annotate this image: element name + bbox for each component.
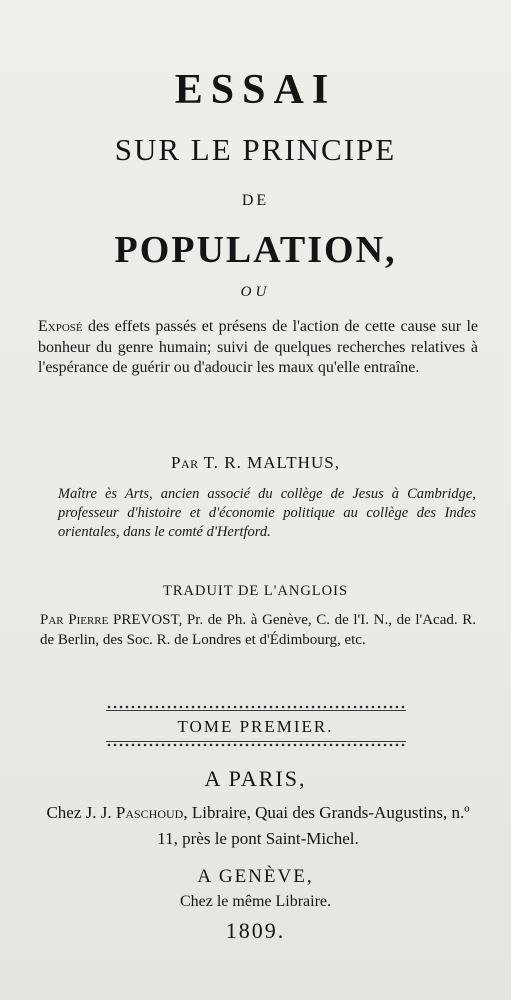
subtitle-line-1: SUR LE PRINCIPE (114, 132, 397, 167)
subtitle-line-2: DE (241, 192, 270, 209)
translator-details: , Pr. de Ph. à Genève, C. de l'I. N., de l'Acad. R. de Berlin, des Soc. R. de Londres et d'Édimbourg, etc. (40, 612, 476, 648)
connector-ou: OU (240, 284, 271, 300)
imprint-city-geneve: A GENÈVE, (197, 866, 314, 887)
imprint-city-paris: A PARIS, (204, 766, 307, 791)
translation-heading: TRADUIT DE L'ANGLOIS (162, 583, 349, 599)
author-name: T. R. MALTHUS, (203, 453, 340, 472)
description-lead: Exposé (38, 318, 83, 335)
volume-label: TOME PREMIER. (177, 717, 334, 736)
rule-line-top (106, 710, 406, 711)
publisher-prefix: Chez J. J. (46, 803, 112, 822)
translator-prefix: Par Pierre (40, 612, 109, 628)
description-paragraph (38, 317, 478, 379)
publication-year: 1809. (225, 918, 286, 943)
author-prefix: Par (171, 453, 199, 472)
publisher-name: Paschoud (115, 803, 184, 822)
translator-name: PREVOST (112, 612, 179, 628)
description-text: des effets passés et présens de l'action de cette cause sur le bonheur du genre humain; suivi de quelques recherches relatives à l'espérance de guérir ou d'adoucir les maux qu'elle entraîne. (38, 318, 478, 376)
publisher-paragraph (38, 800, 478, 852)
author-line (0, 453, 511, 473)
publisher-details: , Libraire, Quai des Grands-Augustins, n.º 11, près le pont Saint-Michel. (157, 803, 470, 848)
same-bookseller: Chez le même Libraire. (179, 893, 332, 910)
dotted-rule-bottom (106, 742, 406, 748)
translator-paragraph (40, 610, 476, 650)
book-title: ESSAI (174, 67, 337, 113)
subtitle-line-3: POPULATION, (114, 229, 397, 271)
author-credentials: Maître ès Arts, ancien associé du collège de Jesus à Cambridge, professeur d'histoire et d'économie politique au collège des Indes orientales, dans le comté d'Hertford. (58, 486, 476, 540)
